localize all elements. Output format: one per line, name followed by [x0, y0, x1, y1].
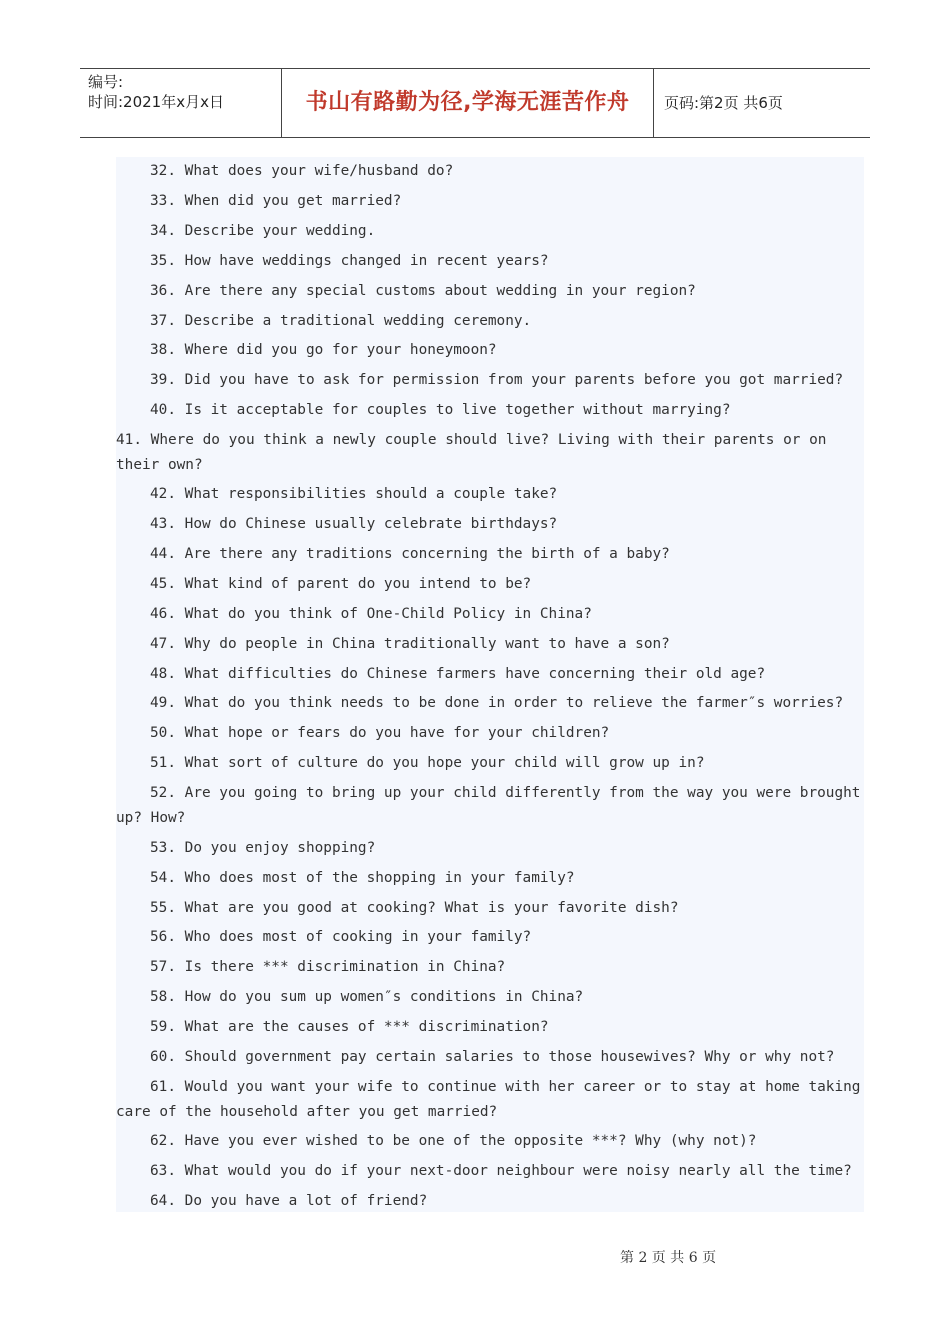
list-item: 43. How do Chinese usually celebrate birthdays? [150, 516, 558, 532]
list-item: 62. Have you ever wished to be one of the opposite ***? Why (why not)? [150, 1133, 757, 1149]
list-item: 56. Who does most of cooking in your family? [150, 929, 532, 945]
page-footer: 第 2 页 共 6 页 [620, 1250, 717, 1266]
list-item: 63. What would you do if your next-door neighbour were noisy nearly all the time? [150, 1163, 852, 1179]
list-item: 34. Describe your wedding. [150, 223, 376, 239]
header-page-label: 页码:第2页 共6页 [664, 94, 783, 112]
list-item: 61. Would you want your wife to continue with her career or to stay at home taking care of the household after you get married? [116, 1079, 870, 1120]
list-item: 52. Are you going to bring up your child differently from the way you were brought up? How? [116, 785, 870, 826]
list-item: 59. What are the causes of *** discrimination? [150, 1019, 549, 1035]
header-motto: 书山有路勤为径,学海无涯苦作舟 [282, 69, 654, 137]
list-item: 33. When did you get married? [150, 193, 402, 209]
date-label: 时间:2021年x月x日 [88, 93, 224, 111]
list-item: 46. What do you think of One-Child Policy in China? [150, 606, 592, 622]
list-item: 39. Did you have to ask for permission from your parents before you got married? [150, 372, 844, 388]
list-item: 54. Who does most of the shopping in your family? [150, 870, 575, 886]
list-item: 49. What do you think needs to be done in order to relieve the farmer″s worries? [150, 695, 844, 711]
header-meta [80, 69, 282, 137]
list-item: 45. What kind of parent do you intend to be? [150, 576, 532, 592]
list-item: 64. Do you have a lot of friend? [150, 1193, 428, 1209]
list-item: 55. What are you good at cooking? What is your favorite dish? [150, 900, 679, 916]
list-item: 37. Describe a traditional wedding ceremony. [150, 313, 532, 329]
list-item: 36. Are there any special customs about wedding in your region? [150, 283, 696, 299]
list-item: 35. How have weddings changed in recent years? [150, 253, 549, 269]
list-item: 32. What does your wife/husband do? [150, 163, 454, 179]
list-item: 47. Why do people in China traditionally want to have a son? [150, 636, 670, 652]
list-item: 50. What hope or fears do you have for your children? [150, 725, 610, 741]
page-header [80, 68, 870, 138]
list-item: 41. Where do you think a newly couple should live? Living with their parents or on their own? [116, 432, 836, 473]
list-item: 48. What difficulties do Chinese farmers have concerning their old age? [150, 666, 766, 682]
list-item: 42. What responsibilities should a couple take? [150, 486, 558, 502]
list-item: 38. Where did you go for your honeymoon? [150, 342, 497, 358]
number-label: 编号: [88, 73, 124, 91]
list-item: 44. Are there any traditions concerning the birth of a baby? [150, 546, 670, 562]
list-item: 53. Do you enjoy shopping? [150, 840, 376, 856]
list-item: 60. Should government pay certain salaries to those housewives? Why or why not? [150, 1049, 835, 1065]
question-list [116, 157, 870, 1212]
list-item: 40. Is it acceptable for couples to live together without marrying? [150, 402, 731, 418]
list-item: 57. Is there *** discrimination in China? [150, 959, 506, 975]
list-item: 58. How do you sum up women″s conditions in China? [150, 989, 584, 1005]
list-item: 51. What sort of culture do you hope your child will grow up in? [150, 755, 705, 771]
